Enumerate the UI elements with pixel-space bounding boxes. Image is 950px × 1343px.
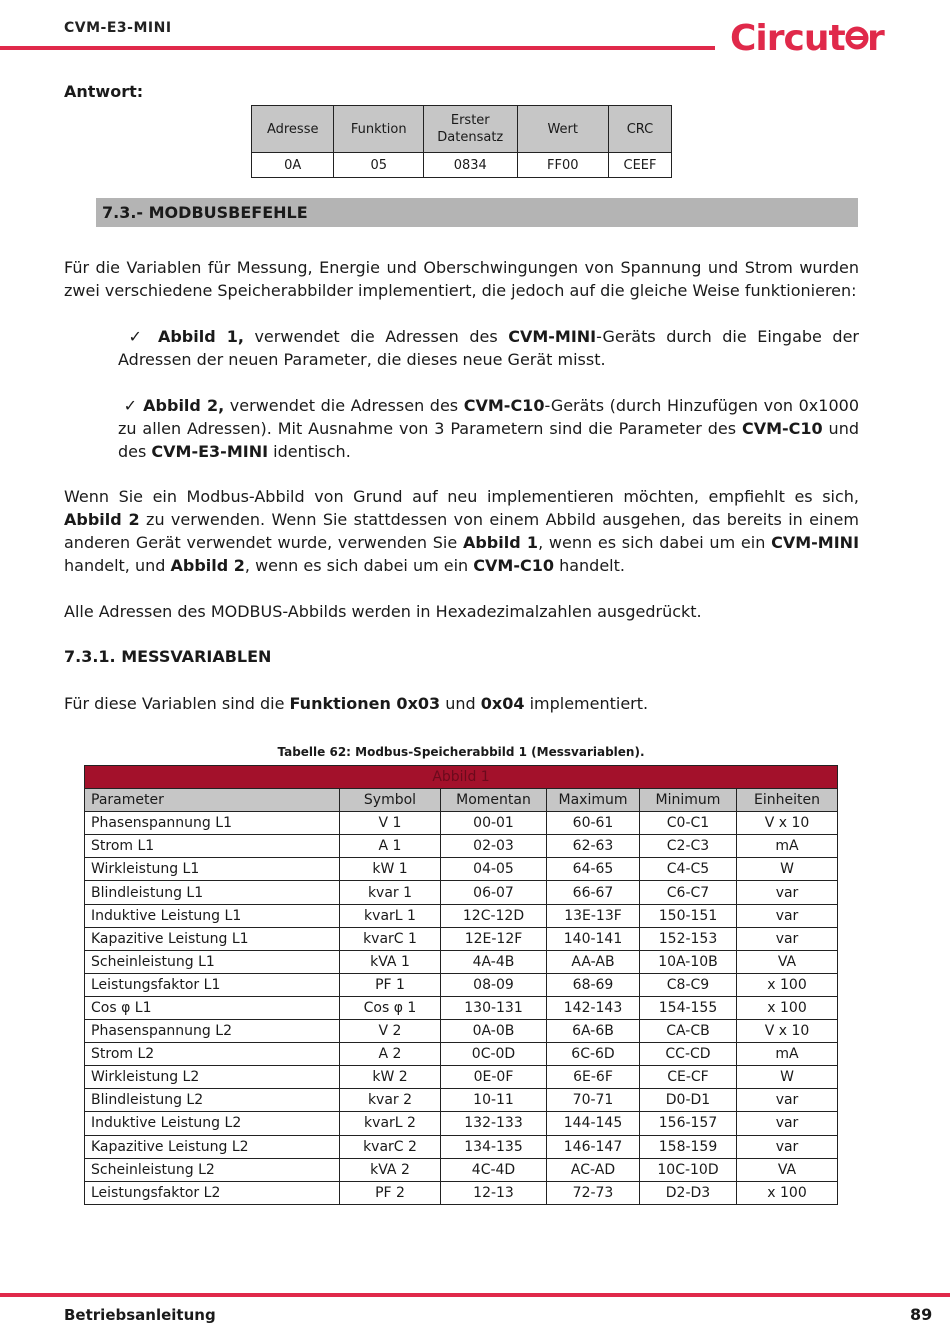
footer-label: Betriebsanleitung [64, 1306, 216, 1324]
table-cell: Induktive Leistung L1 [85, 904, 340, 927]
resp-cell: FF00 [517, 153, 609, 178]
table-cell: Strom L2 [85, 1043, 340, 1066]
table-cell: CA-CB [640, 1020, 737, 1043]
table-row [252, 153, 672, 178]
col-header-parameter: Parameter [85, 789, 340, 812]
table-cell: var [737, 927, 838, 950]
table-cell: A 1 [340, 835, 441, 858]
abbild-header: Abbild 1 [85, 766, 838, 789]
table-cell: 08-09 [441, 973, 547, 996]
table-cell: 134-135 [441, 1135, 547, 1158]
table-cell: C6-C7 [640, 881, 737, 904]
table-cell: var [737, 904, 838, 927]
bullet-abbild-2 [118, 394, 859, 463]
col-header-maximum: Maximum [547, 789, 640, 812]
circutor-logo [730, 16, 884, 67]
text: handelt. [553, 556, 625, 575]
table-cell: mA [737, 835, 838, 858]
table-cell: V x 10 [737, 1020, 838, 1043]
table-cell: x 100 [737, 973, 838, 996]
table-cell: A 2 [340, 1043, 441, 1066]
table-cell: 00-01 [441, 812, 547, 835]
table-cell: x 100 [737, 996, 838, 1019]
table-cell: 66-67 [547, 881, 640, 904]
bold-text: Abbild 2, [143, 396, 225, 415]
table-row [85, 858, 838, 881]
resp-header-datensatz: Erster Datensatz [424, 106, 517, 153]
table-cell: var [737, 1112, 838, 1135]
bold-text: Abbild 1 [462, 533, 539, 552]
table-cell: 146-147 [547, 1135, 640, 1158]
table-cell: kvarC 2 [340, 1135, 441, 1158]
table-cell: x 100 [737, 1181, 838, 1204]
section-heading-bar [96, 198, 858, 227]
table-cell: 12C-12D [441, 904, 547, 927]
table-cell: CE-CF [640, 1066, 737, 1089]
intro-paragraph: Für die Variablen für Messung, Energie und Oberschwingungen von Spannung und Strom wurden zwei verschiedene Speicherabbilder implementiert, die jedoch auf die gleiche Weise funktionieren: [64, 258, 859, 300]
table-cell: W [737, 858, 838, 881]
table-cell: kW 2 [340, 1066, 441, 1089]
table-cell: 0C-0D [441, 1043, 547, 1066]
table-cell: 10-11 [441, 1089, 547, 1112]
bold-text: CVM-C10 [741, 419, 823, 438]
table-row [85, 1181, 838, 1204]
table-cell: 02-03 [441, 835, 547, 858]
table-cell: mA [737, 1043, 838, 1066]
text: verwendet die Adressen des [243, 327, 509, 346]
antwort-label: Antwort: [64, 82, 144, 101]
bold-text: Abbild 2 [64, 510, 140, 529]
resp-header-funktion: Funktion [334, 106, 424, 153]
bold-text: 0x04 [480, 694, 525, 713]
table-cell: 12-13 [441, 1181, 547, 1204]
table-cell: Scheinleistung L2 [85, 1158, 340, 1181]
table-cell: 6A-6B [547, 1020, 640, 1043]
table-cell: Kapazitive Leistung L2 [85, 1135, 340, 1158]
svg-text:Circut: Circut [730, 18, 845, 59]
table-row [85, 1135, 838, 1158]
table-cell: kvar 2 [340, 1089, 441, 1112]
table-cell: 62-63 [547, 835, 640, 858]
table-cell: C4-C5 [640, 858, 737, 881]
bold-text: CVM-C10 [463, 396, 545, 415]
table-cell: kVA 2 [340, 1158, 441, 1181]
table-row [85, 1043, 838, 1066]
table-cell: kvarL 1 [340, 904, 441, 927]
table-cell: 132-133 [441, 1112, 547, 1135]
table-cell: var [737, 1135, 838, 1158]
section-title: 7.3.- MODBUSBEFEHLE [102, 203, 308, 222]
table-cell: Leistungsfaktor L2 [85, 1181, 340, 1204]
text: und [440, 694, 481, 713]
modbus-map-table [84, 765, 838, 1205]
svg-text:r: r [867, 18, 884, 59]
col-header-symbol: Symbol [340, 789, 441, 812]
table-cell: Leistungsfaktor L1 [85, 973, 340, 996]
table-cell: D2-D3 [640, 1181, 737, 1204]
table-cell: V 1 [340, 812, 441, 835]
table-cell: 64-65 [547, 858, 640, 881]
table-cell: 10A-10B [640, 950, 737, 973]
col-header-momentan: Momentan [441, 789, 547, 812]
table-cell: CC-CD [640, 1043, 737, 1066]
table-cell: 06-07 [441, 881, 547, 904]
table-cell: 154-155 [640, 996, 737, 1019]
text: verwendet die Adressen des [224, 396, 464, 415]
table-cell: V 2 [340, 1020, 441, 1043]
resp-cell: 0A [252, 153, 334, 178]
table-cell: kW 1 [340, 858, 441, 881]
table-cell: 0E-0F [441, 1066, 547, 1089]
page-number: 89 [910, 1305, 933, 1324]
table-cell: kVA 1 [340, 950, 441, 973]
bold-text: Funktionen 0x03 [289, 694, 441, 713]
bullet-abbild-1 [118, 325, 859, 371]
table-row [85, 1158, 838, 1181]
resp-cell: 05 [334, 153, 424, 178]
header-rule [0, 46, 715, 50]
table-cell: var [737, 1089, 838, 1112]
hex-paragraph: Alle Adressen des MODBUS-Abbilds werden in Hexadezimalzahlen ausgedrückt. [64, 602, 702, 621]
table-cell: W [737, 1066, 838, 1089]
bold-text: CVM-E3-MINI [151, 442, 269, 461]
table-cell: 60-61 [547, 812, 640, 835]
header-title: CVM-E3-MINI [64, 20, 172, 36]
bold-text: CVM-MINI [508, 327, 597, 346]
table-cell: PF 1 [340, 973, 441, 996]
text: Für diese Variablen sind die [64, 694, 290, 713]
table-cell: 144-145 [547, 1112, 640, 1135]
table-row [85, 973, 838, 996]
table-cell: 72-73 [547, 1181, 640, 1204]
table-cell: 152-153 [640, 927, 737, 950]
table-cell: 12E-12F [441, 927, 547, 950]
table-cell: C2-C3 [640, 835, 737, 858]
text: handelt, und [64, 556, 171, 575]
table-cell: kvarC 1 [340, 927, 441, 950]
resp-header-crc: CRC [609, 106, 672, 153]
table-row [85, 950, 838, 973]
table-cell: 70-71 [547, 1089, 640, 1112]
table-cell: 13E-13F [547, 904, 640, 927]
functions-paragraph [64, 692, 859, 715]
resp-cell: 0834 [424, 153, 517, 178]
table-cell: Cos φ L1 [85, 996, 340, 1019]
table-cell: 68-69 [547, 973, 640, 996]
table-cell: Blindleistung L1 [85, 881, 340, 904]
table-cell: kvar 1 [340, 881, 441, 904]
text: zu verwenden. Wenn Sie stattdessen von einem Abbild ausgehen, das bereits in einem anderen Gerät verwendet wurde, verwenden Sie [64, 510, 859, 552]
table-row [85, 1066, 838, 1089]
table-row [85, 996, 838, 1019]
text: , wenn es sich dabei um ein [244, 556, 474, 575]
subsection-title: 7.3.1. MESSVARIABLEN [64, 647, 272, 666]
table-cell: 150-151 [640, 904, 737, 927]
table-row [85, 904, 838, 927]
table-cell: 142-143 [547, 996, 640, 1019]
table-cell: PF 2 [340, 1181, 441, 1204]
col-header-minimum: Minimum [640, 789, 737, 812]
table-cell: VA [737, 1158, 838, 1181]
table-cell: 4C-4D [441, 1158, 547, 1181]
table-row [85, 1089, 838, 1112]
resp-header-wert: Wert [517, 106, 609, 153]
col-header-einheiten: Einheiten [737, 789, 838, 812]
table-cell: Blindleistung L2 [85, 1089, 340, 1112]
table-cell: VA [737, 950, 838, 973]
bold-text: Abbild 1, [157, 327, 244, 346]
text: , wenn es sich dabei um ein [538, 533, 772, 552]
table-cell: Scheinleistung L1 [85, 950, 340, 973]
text: -Geräts durch die Eingabe der Adressen der neuen Parameter, die dieses neue Gerät misst. [118, 327, 860, 369]
table-cell: AC-AD [547, 1158, 640, 1181]
table-row [85, 1112, 838, 1135]
table-cell: AA-AB [547, 950, 640, 973]
table-cell: 6E-6F [547, 1066, 640, 1089]
bold-text: Abbild 2 [170, 556, 245, 575]
text: Wenn Sie ein Modbus-Abbild von Grund auf neu implementieren möchten, empfiehlt es sich, [64, 487, 859, 506]
resp-cell: CEEF [609, 153, 672, 178]
table-cell: 0A-0B [441, 1020, 547, 1043]
table-cell: Cos φ 1 [340, 996, 441, 1019]
table-cell: 04-05 [441, 858, 547, 881]
text: implementiert. [524, 694, 649, 713]
table-cell: V x 10 [737, 812, 838, 835]
table-cell: Phasenspannung L1 [85, 812, 340, 835]
table-cell: Kapazitive Leistung L1 [85, 927, 340, 950]
table-cell: 6C-6D [547, 1043, 640, 1066]
text: identisch. [268, 442, 351, 461]
check-icon: ✓ [123, 396, 138, 415]
table-cell: 4A-4B [441, 950, 547, 973]
table-row [85, 1020, 838, 1043]
table-cell: D0-D1 [640, 1089, 737, 1112]
table-cell: kvarL 2 [340, 1112, 441, 1135]
text: und des [118, 419, 859, 461]
table-cell: Induktive Leistung L2 [85, 1112, 340, 1135]
table-cell: 10C-10D [640, 1158, 737, 1181]
table-cell: 130-131 [441, 996, 547, 1019]
footer-rule [0, 1293, 950, 1297]
table-row [85, 835, 838, 858]
table-cell: Wirkleistung L2 [85, 1066, 340, 1089]
table-cell: Wirkleistung L1 [85, 858, 340, 881]
table-cell: 158-159 [640, 1135, 737, 1158]
bold-text: CVM-MINI [771, 533, 860, 552]
table-row [85, 812, 838, 835]
recommendation-paragraph [64, 485, 859, 577]
bold-text: CVM-C10 [473, 556, 554, 575]
table-cell: var [737, 881, 838, 904]
table-cell: Phasenspannung L2 [85, 1020, 340, 1043]
table-row [85, 881, 838, 904]
table-caption: Tabelle 62: Modbus-Speicherabbild 1 (Messvariablen). [277, 745, 645, 759]
resp-header-adresse: Adresse [252, 106, 334, 153]
table-cell: C8-C9 [640, 973, 737, 996]
table-row [85, 927, 838, 950]
table-cell: C0-C1 [640, 812, 737, 835]
text: -Geräts (durch Hinzufügen von 0x1000 zu allen Adressen). Mit Ausnahme von 3 Parametern sind die Parameter des [118, 396, 859, 438]
response-table [251, 105, 672, 178]
table-cell: Strom L1 [85, 835, 340, 858]
circutor-logo-graphic [730, 16, 884, 59]
check-icon: ✓ [128, 327, 148, 346]
table-cell: 156-157 [640, 1112, 737, 1135]
table-cell: 140-141 [547, 927, 640, 950]
